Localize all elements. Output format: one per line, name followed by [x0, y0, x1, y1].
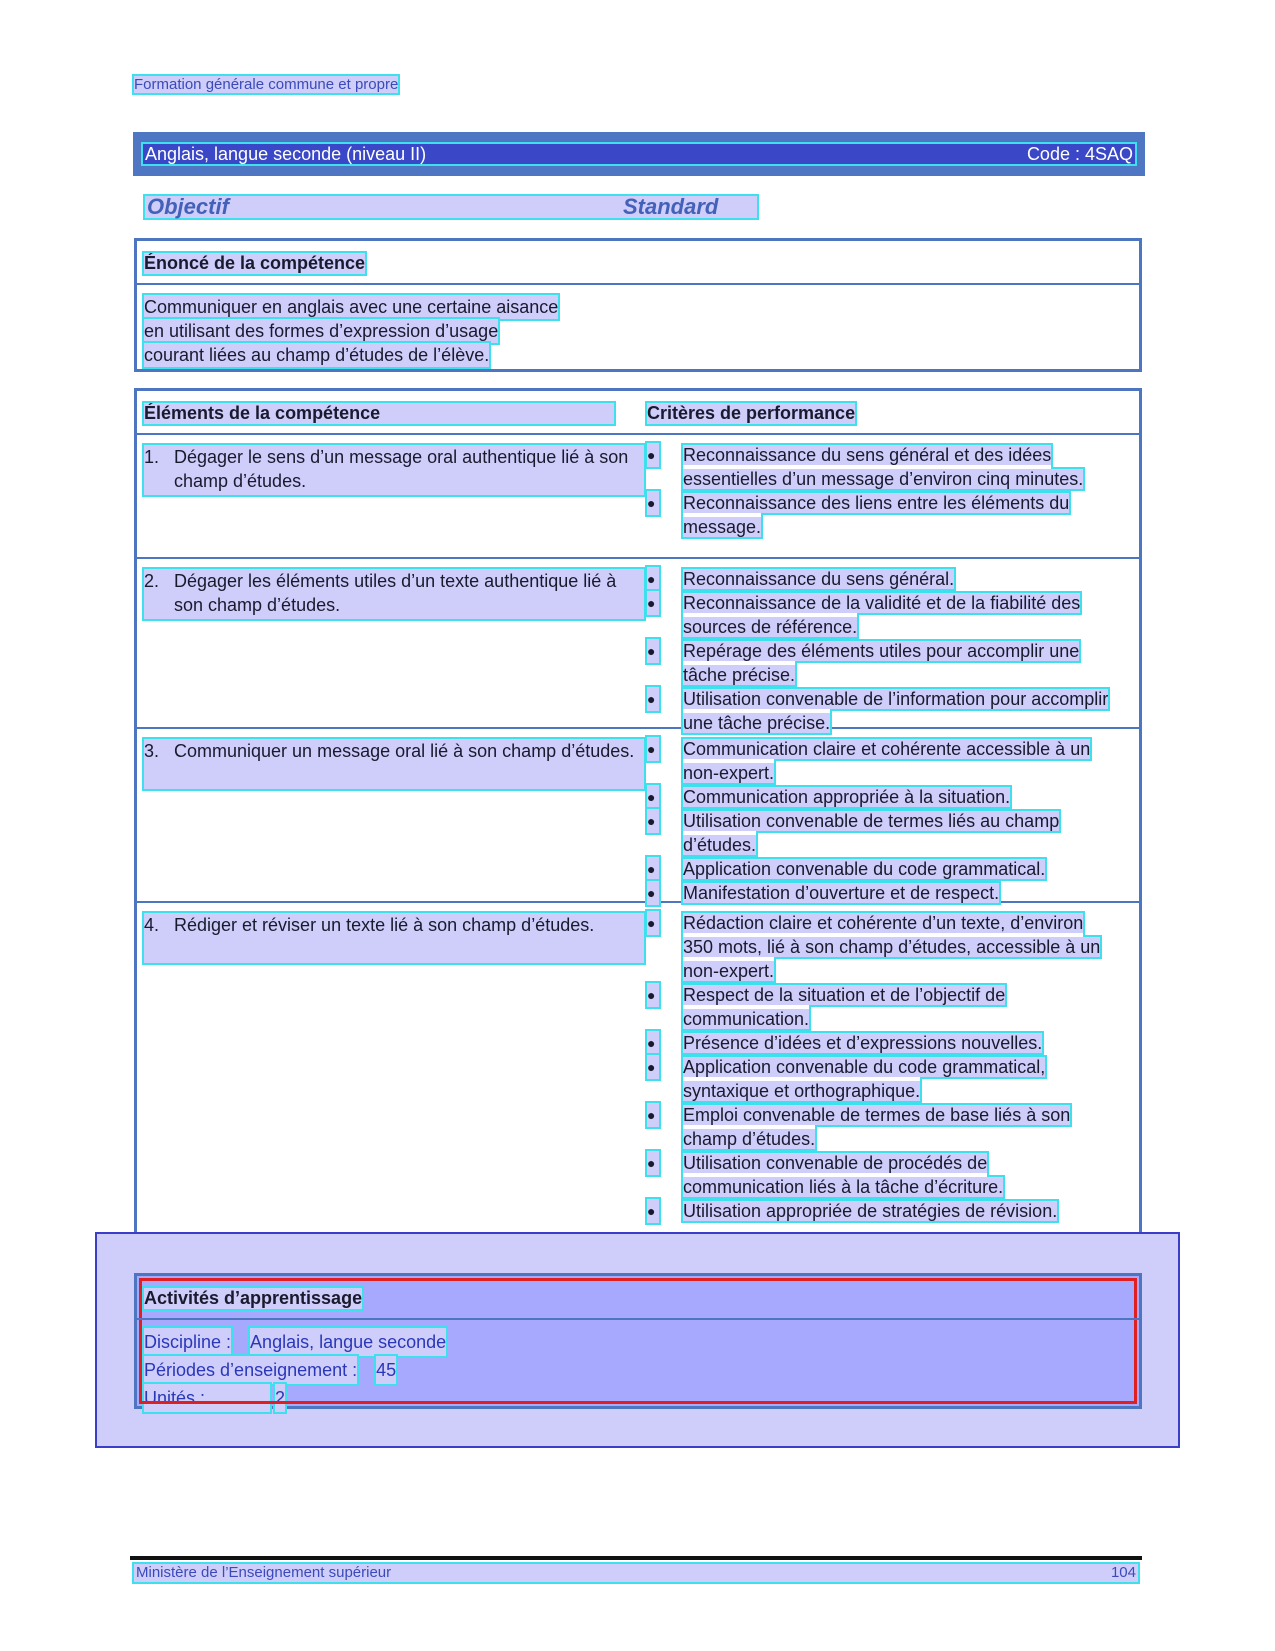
- criterion-item: [647, 1031, 1112, 1055]
- activites-box: [134, 1273, 1142, 1409]
- bullet-icon: ●: [647, 591, 659, 615]
- criteria-list: [647, 567, 1112, 735]
- activites-heading: Activités d’apprentissage: [144, 1288, 363, 1308]
- bullet-icon: ●: [647, 911, 659, 935]
- bullet-icon: ●: [647, 687, 659, 711]
- elements-heading: Éléments de la compétence: [144, 403, 614, 424]
- enonce-line: en utilisant des formes d’expression d’usage: [144, 321, 499, 341]
- bullet-icon: ●: [647, 785, 659, 809]
- element-number: 1.: [144, 447, 160, 467]
- bullet-icon: ●: [647, 491, 659, 515]
- criterion-text: Utilisation convenable de l’information pour accomplir une tâche précise.: [683, 689, 1109, 733]
- criterion-item: [647, 639, 1112, 687]
- element-description: Rédiger et réviser un texte lié à son champ d’études.: [174, 915, 595, 935]
- criterion-item: [647, 785, 1112, 809]
- criterion-text: Rédaction claire et cohérente d’un texte, d’environ 350 mots, lié à son champ d’études, accessible à un non-expert.: [683, 913, 1101, 981]
- discipline-value: Anglais, langue seconde: [250, 1328, 446, 1356]
- criterion-text: Communication claire et cohérente accessible à un non-expert.: [683, 739, 1091, 783]
- element-row: [137, 729, 1139, 903]
- criteria-list: [647, 443, 1112, 539]
- criterion-item: [647, 911, 1112, 983]
- bullet-icon: ●: [647, 1031, 659, 1055]
- enonce-body: [137, 285, 1139, 377]
- element-text: [144, 445, 644, 495]
- element-row: [137, 903, 1139, 1221]
- criterion-item: [647, 491, 1112, 539]
- bullet-icon: ●: [647, 857, 659, 881]
- element-number: 2.: [144, 571, 160, 591]
- course-title-bar: [133, 132, 1145, 176]
- bullet-icon: ●: [647, 1199, 659, 1223]
- element-row: [137, 435, 1139, 559]
- criterion-text: Respect de la situation et de l’objectif de communication.: [683, 985, 1006, 1029]
- criterion-item: [647, 687, 1112, 735]
- elements-rows: [137, 435, 1139, 1221]
- criterion-text: Communication appropriée à la situation.: [683, 787, 1011, 807]
- bullet-icon: ●: [647, 809, 659, 833]
- criterion-item: [647, 737, 1112, 785]
- course-title: Anglais, langue seconde (niveau II): [145, 143, 427, 164]
- criterion-item: [647, 1151, 1112, 1199]
- footer: [134, 1564, 1138, 1582]
- activites-heading-row: [137, 1276, 1139, 1320]
- enonce-line: Communiquer en anglais avec une certaine aisance: [144, 297, 559, 317]
- criterion-text: Utilisation convenable de procédés de communication liés à la tâche d’écriture.: [683, 1153, 1004, 1197]
- bullet-icon: ●: [647, 639, 659, 663]
- criterion-text: Présence d’idées et d’expressions nouvelles.: [683, 1033, 1043, 1053]
- bullet-icon: ●: [647, 881, 659, 905]
- criterion-text: Repérage des éléments utiles pour accomplir une tâche précise.: [683, 641, 1080, 685]
- bullet-icon: ●: [647, 737, 659, 761]
- periodes-label: Périodes d’enseignement :: [144, 1356, 357, 1384]
- unites-value: 2: [275, 1384, 285, 1412]
- bullet-icon: ●: [647, 1055, 659, 1079]
- criterion-item: [647, 1055, 1112, 1103]
- page-number: 104: [1110, 1564, 1136, 1581]
- criterion-text: Reconnaissance de la validité et de la fiabilité des sources de référence.: [683, 593, 1081, 637]
- criterion-text: Reconnaissance des liens entre les éléments du message.: [683, 493, 1070, 537]
- criteria-list: [647, 737, 1112, 905]
- enonce-line: courant liées au champ d’études de l’élève.: [144, 345, 490, 365]
- enonce-heading: Énoncé de la compétence: [144, 253, 366, 273]
- criterion-item: [647, 567, 1112, 591]
- column-labels: [145, 196, 757, 218]
- criterion-item: [647, 881, 1112, 905]
- criterion-item: [647, 443, 1112, 491]
- criterion-item: [647, 1199, 1112, 1223]
- element-description: Communiquer un message oral lié à son champ d’études.: [174, 741, 635, 761]
- element-text: [144, 739, 644, 789]
- element-description: Dégager les éléments utiles d’un texte authentique lié à son champ d’études.: [174, 571, 617, 615]
- unites-label: Unités :: [144, 1384, 270, 1412]
- discipline-label: Discipline :: [144, 1328, 231, 1356]
- bullet-icon: ●: [647, 1103, 659, 1127]
- bullet-icon: ●: [647, 1151, 659, 1175]
- element-number: 4.: [144, 915, 160, 935]
- bullet-icon: ●: [647, 443, 659, 467]
- bullet-icon: ●: [647, 983, 659, 1007]
- elements-box: [134, 388, 1142, 1256]
- bullet-icon: ●: [647, 567, 659, 591]
- criteria-list: [647, 911, 1112, 1223]
- enonce-heading-row: [137, 241, 1139, 285]
- running-header: Formation générale commune et propre: [134, 76, 399, 93]
- elements-heading-row: [137, 391, 1139, 435]
- element-row: [137, 559, 1139, 733]
- criterion-item: [647, 857, 1112, 881]
- footer-ministry: Ministère de l’Enseignement supérieur: [136, 1564, 392, 1581]
- objectif-label: Objectif: [147, 194, 229, 219]
- criterion-item: [647, 809, 1112, 857]
- criterion-text: Application convenable du code grammatical.: [683, 859, 1046, 879]
- criterion-text: Reconnaissance du sens général et des idées essentielles d’un message d’environ cinq minutes.: [683, 445, 1084, 489]
- criterion-item: [647, 983, 1112, 1031]
- criteres-heading: Critères de performance: [647, 403, 856, 423]
- criterion-text: Reconnaissance du sens général.: [683, 569, 955, 589]
- course-code: Code : 4SAQ: [1026, 143, 1133, 164]
- criterion-item: [647, 591, 1112, 639]
- criterion-text: Manifestation d’ouverture et de respect.: [683, 883, 1000, 903]
- element-description: Dégager le sens d’un message oral authentique lié à son champ d’études.: [174, 447, 629, 491]
- criterion-item: [647, 1103, 1112, 1151]
- element-number: 3.: [144, 741, 160, 761]
- criterion-text: Utilisation appropriée de stratégies de révision.: [683, 1201, 1058, 1221]
- criterion-text: Application convenable du code grammatical, syntaxique et orthographique.: [683, 1057, 1046, 1101]
- criterion-text: Emploi convenable de termes de base liés à son champ d’études.: [683, 1105, 1071, 1149]
- element-text: [144, 569, 644, 619]
- criterion-text: Utilisation convenable de termes liés au champ d’études.: [683, 811, 1060, 855]
- standard-label: Standard: [623, 194, 719, 219]
- element-text: [144, 913, 644, 963]
- footer-rule: [130, 1556, 1142, 1560]
- enonce-box: [134, 238, 1142, 372]
- periodes-value: 45: [376, 1356, 396, 1384]
